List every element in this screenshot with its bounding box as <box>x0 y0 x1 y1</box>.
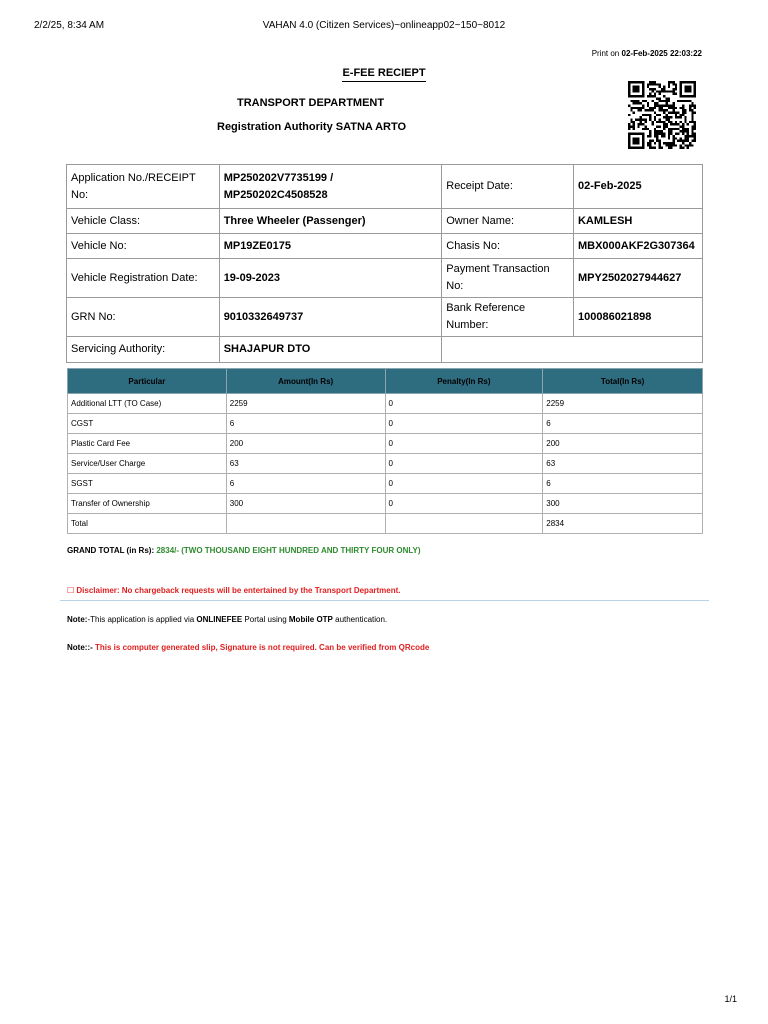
browser-print-header <box>0 20 768 34</box>
fee-total: 2834 <box>543 514 703 534</box>
vehicle-info-table <box>66 164 703 363</box>
department-name: TRANSPORT DEPARTMENT <box>237 97 385 109</box>
table-row <box>68 434 703 454</box>
print-datetime: 2/2/25, 8:34 AM <box>34 20 105 31</box>
table-row <box>67 259 703 298</box>
receipt-date-label: Receipt Date: <box>442 165 574 209</box>
fee-total: 2259 <box>543 394 703 414</box>
fee-particular: SGST <box>68 474 227 494</box>
page-number: 1/1 <box>724 994 737 1004</box>
fee-penalty: 0 <box>385 434 543 454</box>
vehicle-no-label: Vehicle No: <box>67 234 220 259</box>
disclaimer <box>67 586 401 595</box>
fee-particular: Total <box>68 514 227 534</box>
fee-amount <box>226 514 385 534</box>
fee-table-header <box>68 369 703 394</box>
fee-penalty: 0 <box>385 494 543 514</box>
table-row <box>68 454 703 474</box>
fee-amount: 300 <box>226 494 385 514</box>
fee-penalty: 0 <box>385 414 543 434</box>
grand-total <box>67 546 421 555</box>
receipt-date-value: 02-Feb-2025 <box>573 165 702 209</box>
print-on-stamp <box>592 49 702 58</box>
fee-particular: CGST <box>68 414 227 434</box>
fee-particular: Plastic Card Fee <box>68 434 227 454</box>
column-header-particular: Particular <box>68 369 227 394</box>
column-header-penalty: Penalty(In Rs) <box>385 369 543 394</box>
servicing-authority-value: SHAJAPUR DTO <box>219 337 442 363</box>
print-on-label: Print on <box>591 49 620 58</box>
chasis-no-label: Chasis No: <box>442 234 574 259</box>
fee-amount: 6 <box>226 414 385 434</box>
table-row <box>68 474 703 494</box>
empty-cell <box>442 337 703 363</box>
fee-table <box>67 368 703 534</box>
table-row <box>67 337 703 363</box>
note-computer-generated: Note::- This is computer generated slip, Signature is not required. Can be verified from QRcode <box>67 643 430 652</box>
fee-amount: 6 <box>226 474 385 494</box>
grn-no-label: GRN No: <box>67 298 220 337</box>
registration-authority: Registration Authority SATNA ARTO <box>217 121 407 133</box>
vehicle-class-label: Vehicle Class: <box>67 209 220 234</box>
qr-code <box>628 80 696 150</box>
servicing-authority-label: Servicing Authority: <box>67 337 220 363</box>
fee-amount: 2259 <box>226 394 385 414</box>
fee-total: 200 <box>543 434 703 454</box>
column-header-total: Total(In Rs) <box>543 369 703 394</box>
note-portal: Note:-This application is applied via ONLINEFEE Portal using Mobile OTP authentication. <box>67 615 388 624</box>
vehicle-class-value: Three Wheeler (Passenger) <box>219 209 442 234</box>
fee-particular: Transfer of Ownership <box>68 494 227 514</box>
print-page-title: VAHAN 4.0 (Citizen Services)~onlineapp02~150~8012 <box>262 20 506 31</box>
fee-total: 6 <box>543 474 703 494</box>
fee-particular: Service/User Charge <box>68 454 227 474</box>
fee-total: 63 <box>543 454 703 474</box>
payment-transaction-label: Payment Transaction No: <box>442 259 574 298</box>
disclaimer-text: Disclaimer: No chargeback requests will be entertained by the Transport Department. <box>76 586 401 595</box>
bank-reference-label: Bank Reference Number: <box>442 298 574 337</box>
table-row <box>68 494 703 514</box>
total-row <box>68 514 703 534</box>
fee-penalty <box>385 514 543 534</box>
registration-date-value: 19-09-2023 <box>219 259 442 298</box>
fee-penalty: 0 <box>385 454 543 474</box>
fee-particular: Additional LTT (TO Case) <box>68 394 227 414</box>
vehicle-no-value: MP19ZE0175 <box>219 234 442 259</box>
fee-total: 300 <box>543 494 703 514</box>
fee-penalty: 0 <box>385 474 543 494</box>
owner-name-value: KAMLESH <box>573 209 702 234</box>
registration-date-label: Vehicle Registration Date: <box>67 259 220 298</box>
grn-no-value: 9010332649737 <box>219 298 442 337</box>
bank-reference-value: 100086021898 <box>573 298 702 337</box>
column-header-amount: Amount(In Rs) <box>226 369 385 394</box>
chasis-no-value: MBX000AKF2G307364 <box>573 234 702 259</box>
table-row <box>67 234 703 259</box>
table-row <box>68 414 703 434</box>
table-row <box>67 298 703 337</box>
grand-total-value: 2834/- (TWO THOUSAND EIGHT HUNDRED AND THIRTY FOUR ONLY) <box>156 546 421 555</box>
print-on-value: 02-Feb-2025 22:03:22 <box>621 49 702 58</box>
checkbox-glyph-icon: ☐ <box>67 586 77 595</box>
divider <box>60 600 709 601</box>
fee-amount: 63 <box>226 454 385 474</box>
fee-total: 6 <box>543 414 703 434</box>
grand-total-label: GRAND TOTAL (in Rs): <box>67 546 155 555</box>
application-no-label: Application No./RECEIPT No: <box>67 165 220 209</box>
receipt-title: E-FEE RECIEPT <box>0 63 768 82</box>
table-row <box>67 209 703 234</box>
owner-name-label: Owner Name: <box>442 209 574 234</box>
table-row <box>68 394 703 414</box>
application-no-value: MP250202V7735199 / MP250202C4508528 <box>219 165 442 209</box>
payment-transaction-value: MPY2502027944627 <box>573 259 702 298</box>
fee-penalty: 0 <box>385 394 543 414</box>
table-row <box>67 165 703 209</box>
fee-amount: 200 <box>226 434 385 454</box>
